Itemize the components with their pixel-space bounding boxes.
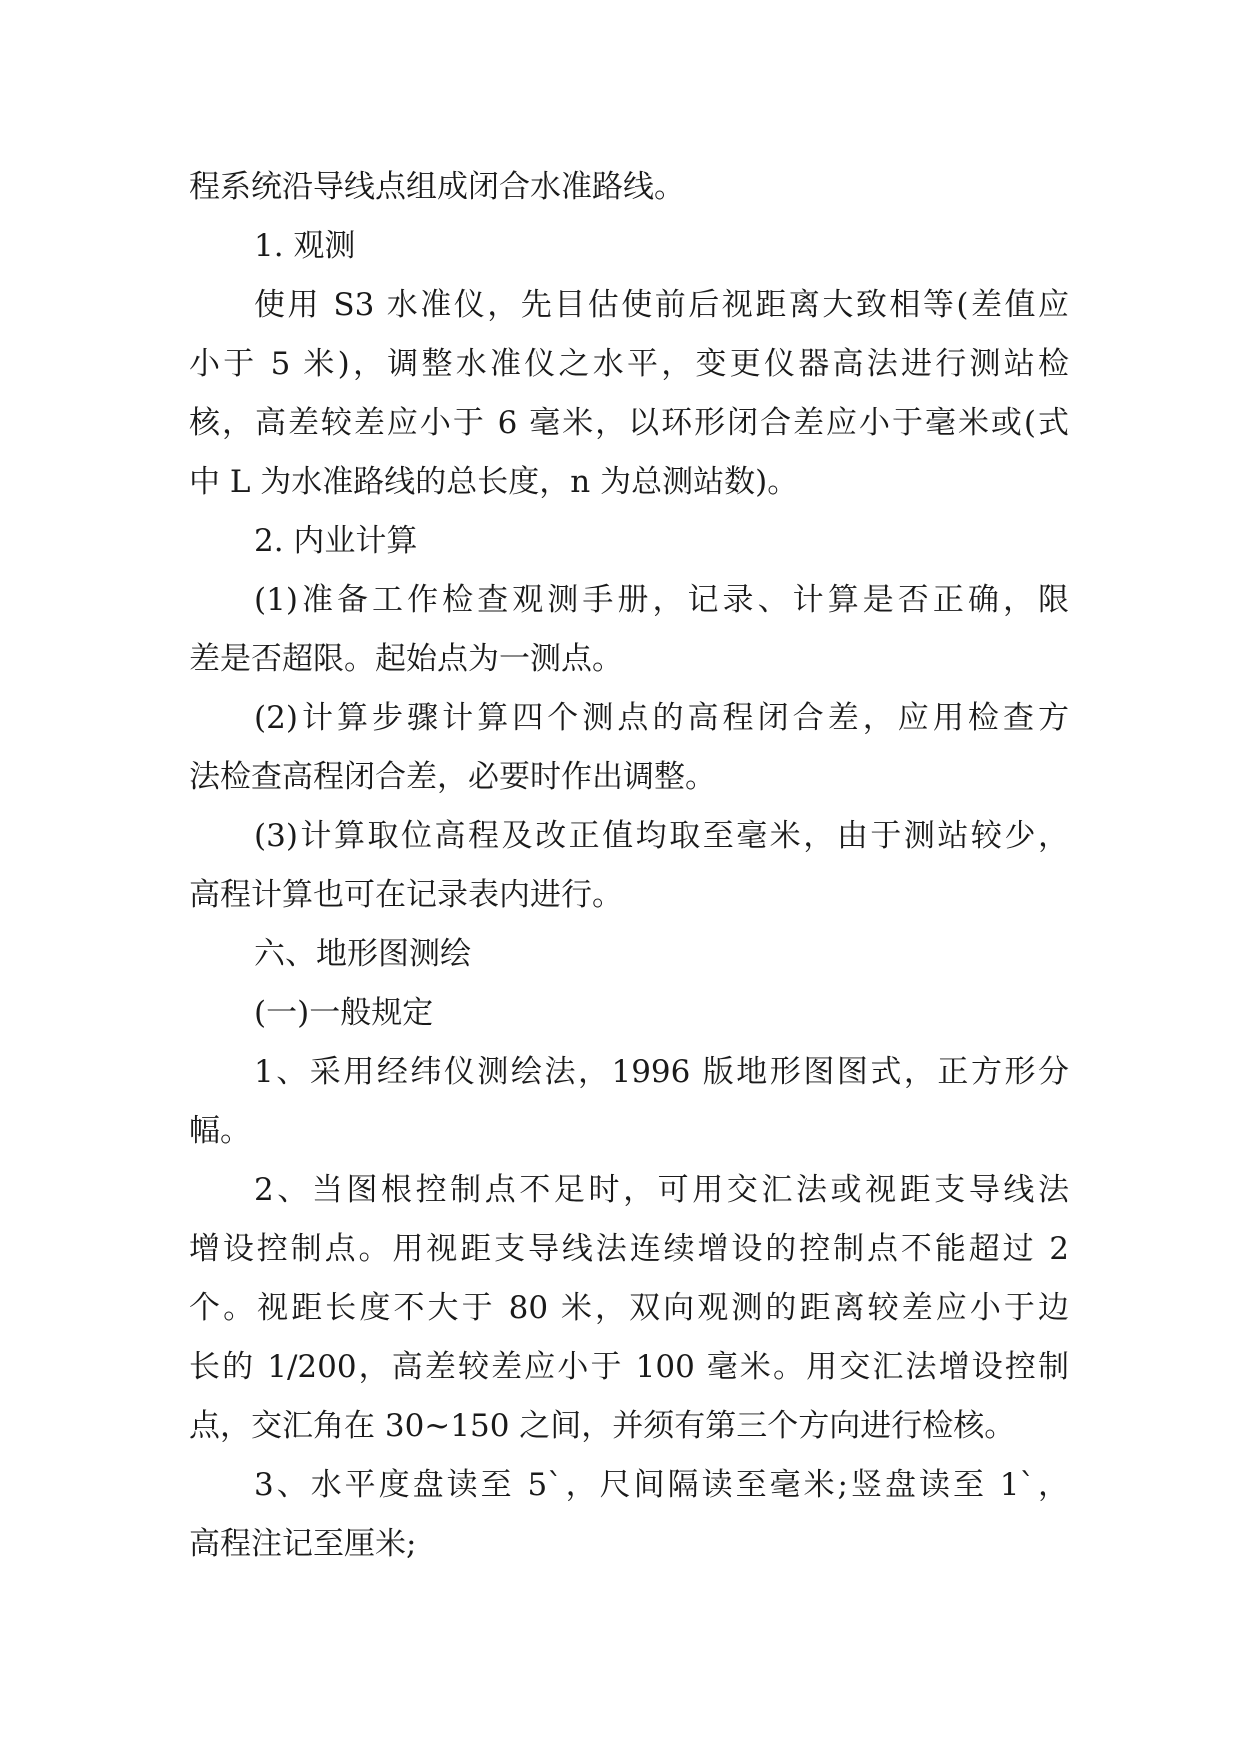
section-heading: 2. 内业计算: [254, 523, 418, 559]
section-heading: 六、地形图测绘: [254, 936, 471, 972]
subsection-heading: (一)一般规定: [254, 995, 434, 1031]
text-line: 3、水平度盘读至 5`，尺间隔读至毫米;竖盘读至 1`，: [254, 1467, 1069, 1503]
text-line: 增设控制点。用视距支导线法连续增设的控制点不能超过 2: [189, 1231, 1069, 1267]
text-line: 差是否超限。起始点为一测点。: [189, 641, 623, 677]
document-page: [189, 158, 1069, 1574]
text-line: 幅。: [189, 1113, 251, 1149]
text-line: 中 L 为水准路线的总长度，n 为总测站数)。: [189, 464, 799, 500]
text-line: 法检查高程闭合差，必要时作出调整。: [189, 759, 716, 795]
text-line: 2、当图根控制点不足时，可用交汇法或视距支导线法: [254, 1172, 1069, 1208]
text-line: 小于 5 米)，调整水准仪之水平，变更仪器高法进行测站检: [189, 346, 1069, 382]
text-line: (2)计算步骤计算四个测点的高程闭合差，应用检查方: [254, 700, 1069, 736]
text-line: 程系统沿导线点组成闭合水准路线。: [189, 169, 685, 205]
text-line: (1)准备工作检查观测手册，记录、计算是否正确，限: [254, 582, 1069, 618]
text-line: 个。视距长度不大于 80 米，双向观测的距离较差应小于边: [189, 1290, 1069, 1326]
text-line: 点，交汇角在 30~150 之间，并须有第三个方向进行检核。: [189, 1408, 1016, 1444]
section-heading: 1. 观测: [254, 228, 356, 264]
text-line: 核，高差较差应小于 6 毫米，以环形闭合差应小于毫米或(式: [189, 405, 1069, 441]
text-line: 高程计算也可在记录表内进行。: [189, 877, 623, 913]
text-line: 长的 1/200，高差较差应小于 100 毫米。用交汇法增设控制: [189, 1349, 1069, 1385]
text-line: (3)计算取位高程及改正值均取至毫米，由于测站较少，: [254, 818, 1069, 854]
text-line: 1、采用经纬仪测绘法，1996 版地形图图式，正方形分: [254, 1054, 1069, 1090]
text-line: 高程注记至厘米;: [189, 1526, 417, 1562]
text-line: 使用 S3 水准仪，先目估使前后视距离大致相等(差值应: [254, 287, 1069, 323]
